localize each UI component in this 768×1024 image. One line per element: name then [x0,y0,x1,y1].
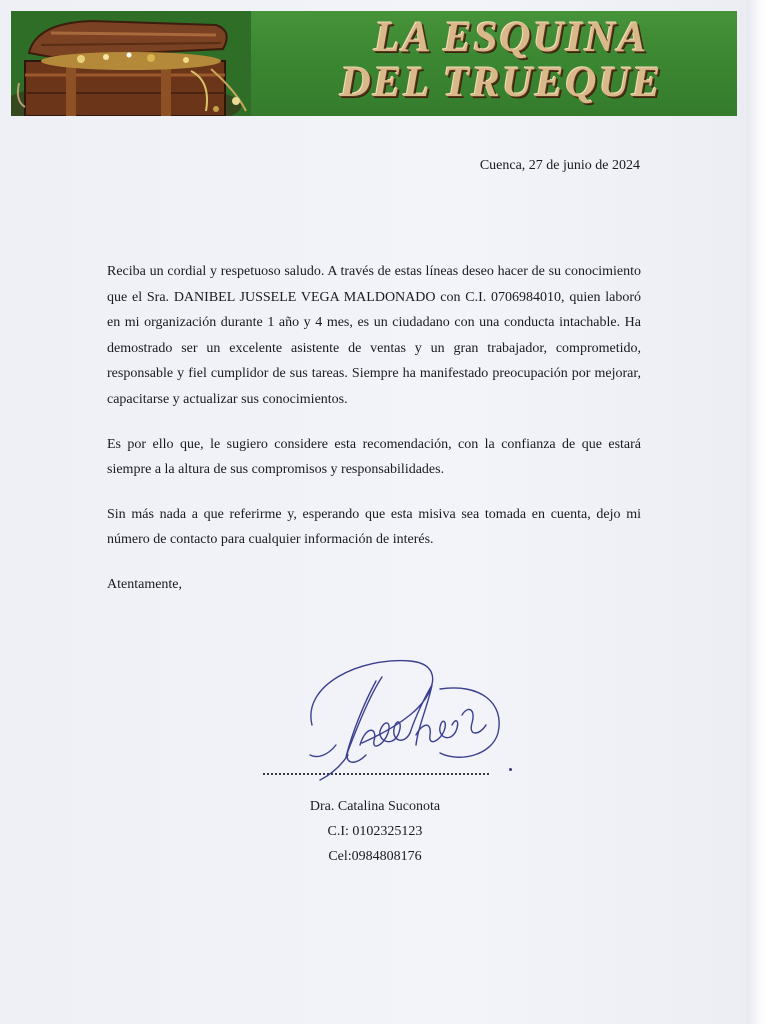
letter-body [107,259,641,598]
paper-edge [748,0,768,1024]
closing-salutation: Atentamente, [107,576,183,592]
handwritten-signature [300,655,525,785]
header-banner [11,11,737,116]
treasure-chest-image [11,11,251,116]
paragraph-contact: Sin más nada a que referirme y, esperando que esta misiva sea tomada en cuenta, dejo mi número de contacto para cualquier información de interés. [107,506,641,548]
signer-ci: C.I: 0102325123 [327,824,423,839]
signature-line [263,773,489,775]
letter-date: Cuenca, 27 de junio de 2024 [479,158,640,173]
logo-title [261,15,731,105]
paragraph-introduction: Reciba un cordial y respetuoso saludo. A través de estas líneas deseo hacer de su conocimiento que el Sra. DANIBEL JUSSELE VEGA MALDONADO con C.I. 0706984010, quien laboró en mi organización durante 1 año y 4 mes, es un ciudadano con una conducta intachable. Ha demostrado ser un excelente asistente de ventas y un gran trabajador, comprometido, responsable y fiel cumplidor de sus tareas. Siempre ha manifestado preocupación por mejorar, capacitarse y actualizar sus conocimientos. [107,264,641,407]
signature-block [265,794,485,869]
signer-phone: Cel:0984808176 [328,849,422,864]
paragraph-recommendation: Es por ello que, le sugiero considere esta recomendación, con la confianza de que estará siempre a la altura de sus compromisos y responsabilidades. [107,436,641,478]
ink-speck [509,768,512,771]
signer-name: Dra. Catalina Suconota [309,799,441,814]
logo-line-2: DEL TRUEQUE [339,59,663,106]
logo-line-1: LA ESQUINA [373,14,649,61]
